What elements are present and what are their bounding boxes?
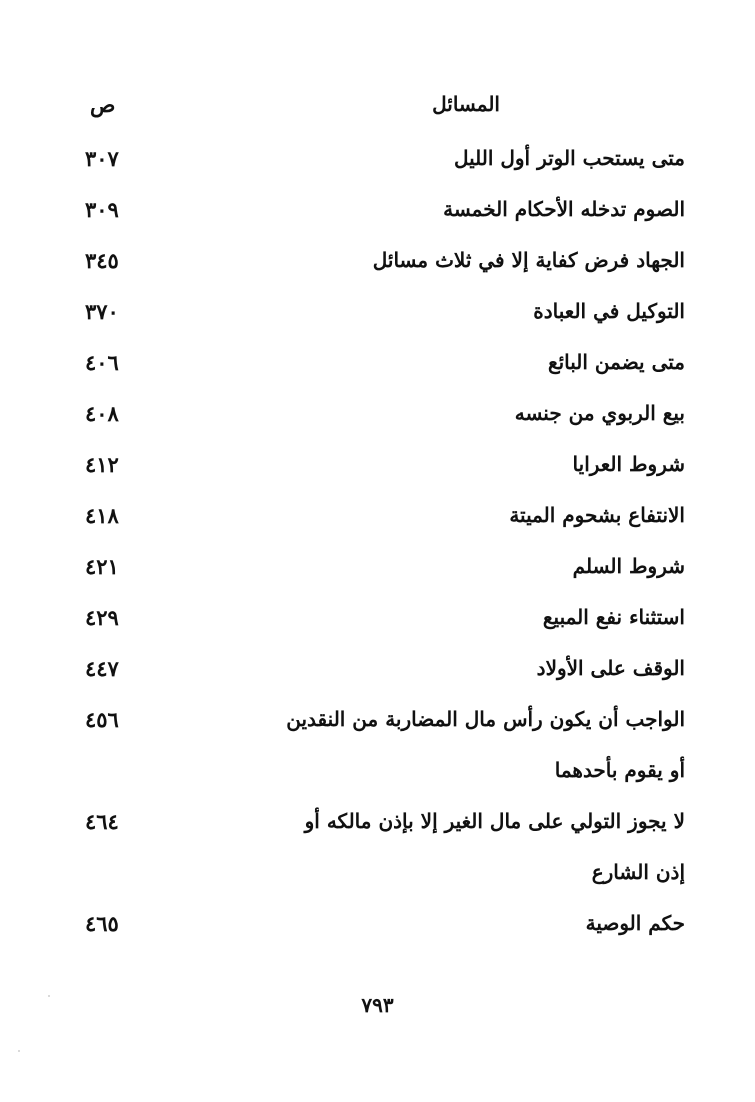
entry-title: لا يجوز التولي على مال الغير إلا بإذن مالكه أو	[304, 809, 685, 833]
list-item	[80, 191, 685, 242]
list-item	[80, 242, 685, 293]
entry-title: التوكيل في العبادة	[533, 299, 685, 323]
list-item	[80, 395, 685, 446]
list-item	[80, 548, 685, 599]
entry-title: متى يضمن البائع	[547, 350, 685, 374]
entry-title: الانتفاع بشحوم الميتة	[509, 503, 685, 527]
list-item	[80, 803, 685, 854]
scan-speck	[48, 995, 50, 997]
page-number: ٧٩٣	[361, 993, 394, 1017]
list-item	[80, 599, 685, 650]
list-item	[80, 650, 685, 701]
list-item	[80, 344, 685, 395]
entry-title: الواجب أن يكون رأس مال المضاربة من النقدين	[286, 707, 685, 731]
entry-page-number: ٤٥٦	[85, 707, 119, 732]
list-item	[80, 854, 685, 905]
entry-title: شروط السلم	[572, 554, 685, 578]
entry-page-number: ٤٢٩	[85, 605, 119, 630]
list-item	[80, 446, 685, 497]
entry-page-number: ٣٤٥	[85, 248, 119, 273]
entry-title: حكم الوصية	[585, 911, 685, 935]
entry-title: بيع الربوي من جنسه	[514, 401, 685, 425]
entry-title: الوقف على الأولاد	[536, 656, 685, 680]
entry-page-number: ٣٠٧	[85, 146, 119, 171]
entry-page-number: ٤٦٤	[85, 809, 119, 834]
list-item	[80, 140, 685, 191]
list-item	[80, 497, 685, 548]
index-list	[80, 140, 685, 956]
entry-page-number: ٤٦٥	[85, 911, 119, 936]
list-item	[80, 293, 685, 344]
entry-page-number: ٤١٨	[85, 503, 119, 528]
entry-page-number: ٣٠٩	[85, 197, 119, 222]
column-header-issues: المسائل	[432, 92, 500, 116]
entry-title: متى يستحب الوتر أول الليل	[453, 146, 685, 170]
scan-speck	[18, 1050, 20, 1052]
entry-title: شروط العرايا	[572, 452, 685, 476]
entry-title: الصوم تدخله الأحكام الخمسة	[443, 197, 685, 221]
list-item	[80, 752, 685, 803]
entry-title: إذن الشارع	[591, 860, 685, 884]
entry-page-number: ٤٢١	[85, 554, 119, 579]
entry-page-number: ٤٤٧	[85, 656, 119, 681]
entry-title: أو يقوم بأحدهما	[554, 758, 685, 782]
column-header-page: ص	[90, 92, 116, 117]
index-header	[80, 92, 685, 126]
entry-page-number: ٤٠٦	[85, 350, 119, 375]
entry-page-number: ٤٠٨	[85, 401, 119, 426]
list-item	[80, 905, 685, 956]
entry-title: الجهاد فرض كفاية إلا في ثلاث مسائل	[372, 248, 685, 272]
list-item	[80, 701, 685, 752]
entry-title: استثناء نفع المبيع	[542, 605, 685, 629]
entry-page-number: ٤١٢	[85, 452, 119, 477]
entry-page-number: ٣٧٠	[85, 299, 119, 324]
